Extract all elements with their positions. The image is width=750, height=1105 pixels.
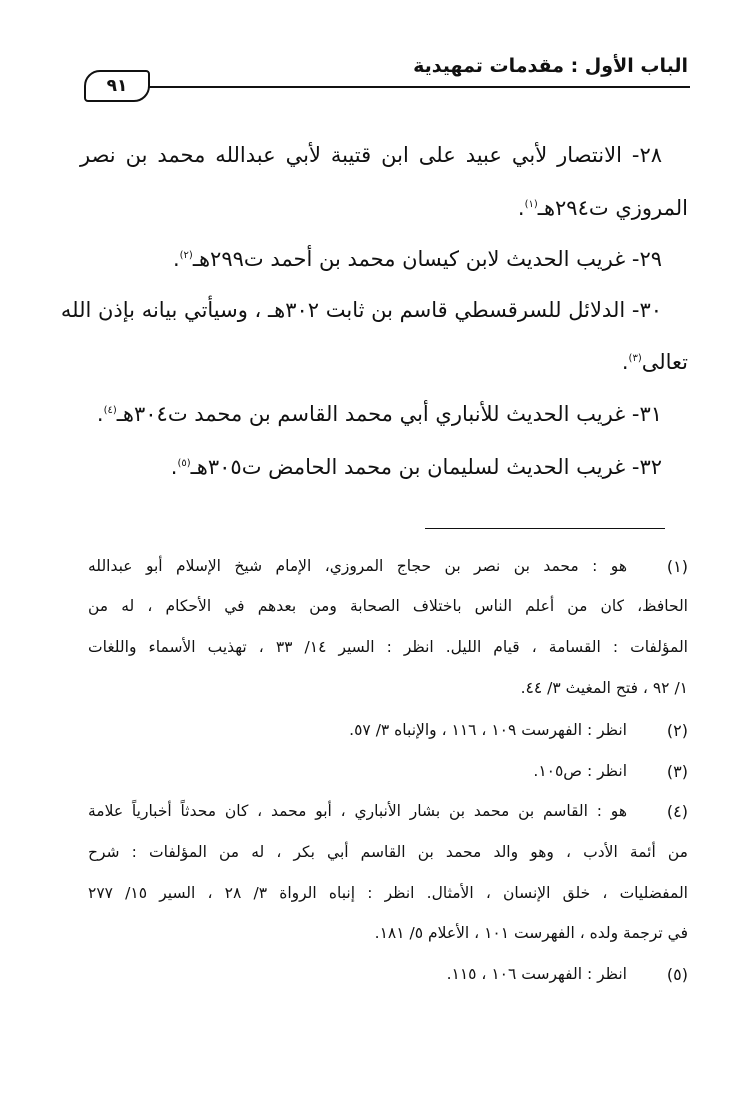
footnote-marker-1: (١) [666,557,688,576]
chapter-title: الباب الأول : مقدمات تمهيدية [413,55,688,77]
footnote-marker-4: (٤) [666,802,688,821]
page-number: ٩١ [84,70,150,102]
footnote-1-line-2: الحافظ، كان من أعلم الناس باختلاف الصحابة ومن بعدهم في الأحكام ، له من [88,597,688,615]
footnote-1-line-3: المؤلفات : القسامة ، قيام الليل. انظر : السير ١٤/ ٣٣ ، تهذيب الأسماء واللغات [88,638,688,656]
entry-28-line-2: المروزي ت٢٩٤هـ$^{(١)}$. [517,196,688,220]
footnote-4-line-1: هو : القاسم بن محمد بن بشار الأنباري ، أبو محمد ، كان محدثاً أخبارياً علامة [88,802,627,820]
entry-32: ٣٢- غريب الحديث لسليمان بن محمد الحامض ت٣٠٥هـ$^{(٥)}$. [170,455,662,479]
entry-31: ٣١- غريب الحديث للأنباري أبي محمد القاسم بن محمد ت٣٠٤هـ$^{(٤)}$. [96,402,662,426]
footnote-2-line-1: انظر : الفهرست ١٠٩ ، ١١٦ ، والإنباه ٣/ ٥٧. [349,721,627,739]
header-rule [148,86,690,88]
footnote-4-line-2: من أئمة الأدب ، وهو والد محمد بن القاسم أبي بكر ، له من المؤلفات : شرح [88,843,688,861]
entry-29: ٢٩- غريب الحديث لابن كيسان محمد بن أحمد ت٢٩٩هـ$^{(٢)}$. [172,247,662,271]
footnote-marker-3: (٣) [666,762,688,781]
footnote-1-line-1: هو : محمد بن نصر بن حجاج المروزي، الإمام شيخ الإسلام أبو عبدالله [88,557,627,575]
entry-30-line-2: تعالى$^{(٣)}$. [621,350,688,374]
footnote-1-line-4: ١/ ٩٢ ، فتح المغيث ٣/ ٤٤. [520,679,688,697]
footnote-divider [425,528,665,529]
footnote-ref-3: (٣) [628,353,642,364]
footnote-marker-2: (٢) [666,721,688,740]
footnote-5-line-1: انظر : الفهرست ١٠٦ ، ١١٥. [446,965,627,983]
footnote-4-line-3: المفضليات ، خلق الإنسان ، الأمثال. انظر : إنباه الرواة ٣/ ٢٨ ، السير ١٥/ ٢٧٧ [88,884,688,902]
footnote-ref-4: (٤) [103,405,117,416]
footnote-ref-5: (٥) [177,458,191,469]
footnote-3-line-1: انظر : ص١٠٥. [533,762,627,780]
footnote-ref-1: (١) [524,199,538,210]
entry-28-line-1: ٢٨- الانتصار لأبي عبيد على ابن قتيبة لأبي عبدالله محمد بن نصر [80,143,662,167]
footnote-ref-2: (٢) [179,250,193,261]
footnote-marker-5: (٥) [666,965,688,984]
footnote-4-line-4: في ترجمة ولده ، الفهرست ١٠١ ، الأعلام ٥/ ١٨١. [374,924,688,942]
entry-30-line-1: ٣٠- الدلائل للسرقسطي قاسم بن ثابت ٣٠٢هـ ، وسيأتي بيانه بإذن الله [60,298,662,322]
